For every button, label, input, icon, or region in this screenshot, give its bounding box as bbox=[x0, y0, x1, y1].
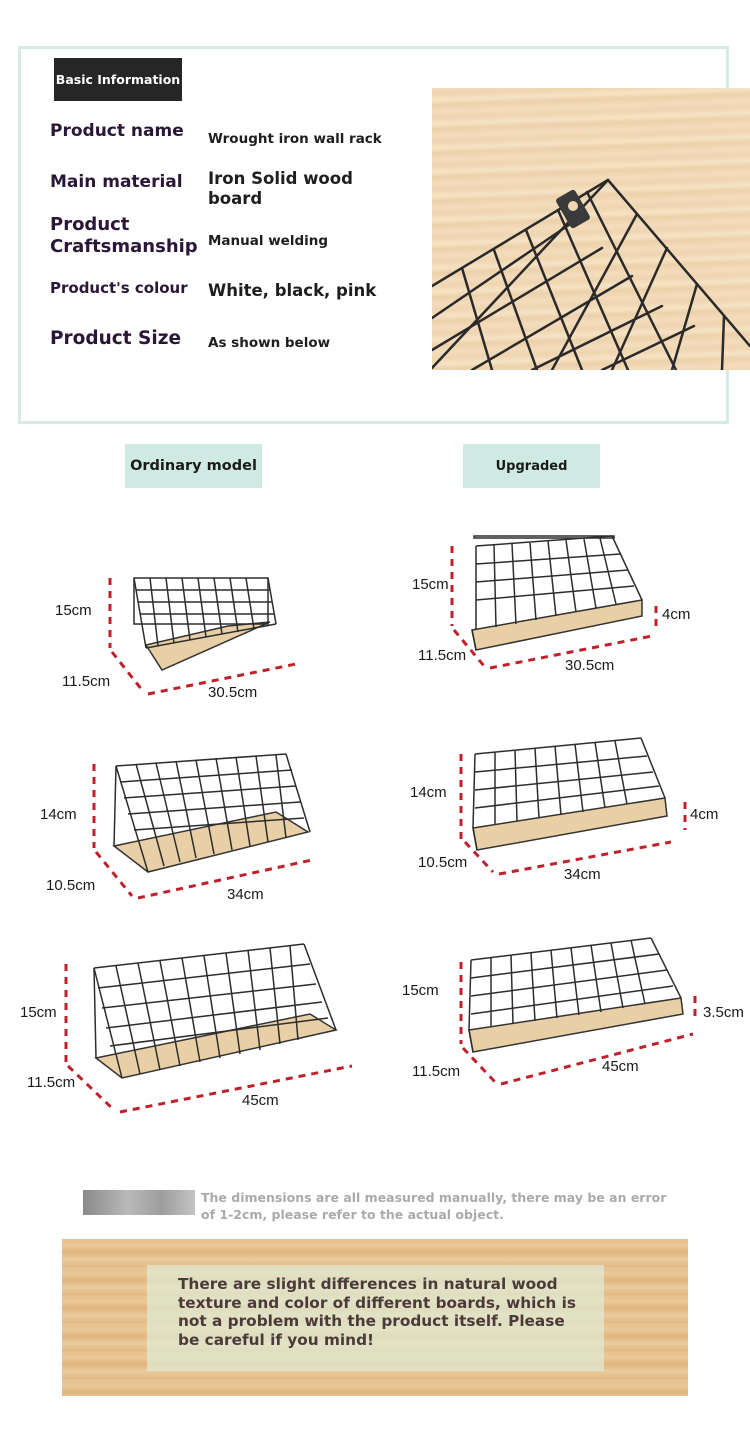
product-name-label: Product name bbox=[50, 121, 184, 141]
ordinary-rack-2 bbox=[86, 748, 316, 906]
upgraded-1-height: 15cm bbox=[412, 576, 449, 593]
upgraded-3-height: 15cm bbox=[402, 982, 439, 999]
blurred-label bbox=[83, 1190, 195, 1215]
upgraded-3-lip: 3.5cm bbox=[703, 1004, 744, 1021]
ordinary-2-height: 14cm bbox=[40, 806, 77, 823]
size-label: Product Size bbox=[50, 328, 182, 349]
product-name-value: Wrought iron wall rack bbox=[208, 131, 382, 147]
ordinary-rack-1 bbox=[100, 560, 310, 710]
colour-label: Product's colour bbox=[50, 279, 188, 297]
ordinary-model-tag: Ordinary model bbox=[125, 444, 262, 488]
ordinary-1-height: 15cm bbox=[55, 602, 92, 619]
wood-note-text: There are slight differences in natural wood texture and color of different boards, which is not a problem with the product itself. Please be careful if you mind! bbox=[178, 1275, 576, 1349]
ordinary-2-depth: 10.5cm bbox=[46, 877, 96, 894]
upgraded-1-lip: 4cm bbox=[662, 606, 691, 623]
size-value: As shown below bbox=[208, 335, 331, 351]
upgraded-rack-2 bbox=[455, 732, 690, 882]
upgraded-2-depth: 10.5cm bbox=[418, 854, 468, 871]
upgraded-3-width: 45cm bbox=[602, 1058, 639, 1075]
measurement-note: The dimensions are all measured manually, there may be an error of 1-2cm, please refer to the actual object. bbox=[201, 1190, 667, 1222]
ordinary-1-width: 30.5cm bbox=[208, 684, 258, 701]
upgraded-model-tag: Upgraded bbox=[463, 444, 600, 488]
ordinary-2-width: 34cm bbox=[227, 886, 264, 903]
basic-info-badge: Basic Information bbox=[54, 58, 182, 101]
upgraded-1-width: 30.5cm bbox=[565, 657, 615, 674]
main-material-value: Iron Solid wood board bbox=[208, 169, 353, 208]
craftsmanship-value: Manual welding bbox=[208, 233, 329, 249]
upgraded-3-depth: 11.5cm bbox=[412, 1063, 461, 1080]
ordinary-3-width: 45cm bbox=[242, 1092, 279, 1109]
craftsmanship-label: Product Craftsmanship bbox=[50, 214, 198, 257]
ordinary-3-height: 15cm bbox=[20, 1004, 57, 1021]
product-photo bbox=[432, 88, 750, 370]
ordinary-rack-3 bbox=[60, 940, 360, 1120]
upgraded-2-height: 14cm bbox=[410, 784, 447, 801]
upgraded-2-width: 34cm bbox=[564, 866, 601, 883]
colour-value: White, black, pink bbox=[208, 281, 377, 300]
upgraded-rack-1 bbox=[446, 530, 666, 680]
ordinary-3-depth: 11.5cm bbox=[27, 1074, 76, 1091]
ordinary-1-depth: 11.5cm bbox=[62, 673, 111, 690]
upgraded-1-depth: 11.5cm bbox=[418, 647, 467, 664]
main-material-label: Main material bbox=[50, 172, 183, 192]
upgraded-rack-3 bbox=[455, 930, 700, 1090]
upgraded-2-lip: 4cm bbox=[690, 806, 719, 823]
